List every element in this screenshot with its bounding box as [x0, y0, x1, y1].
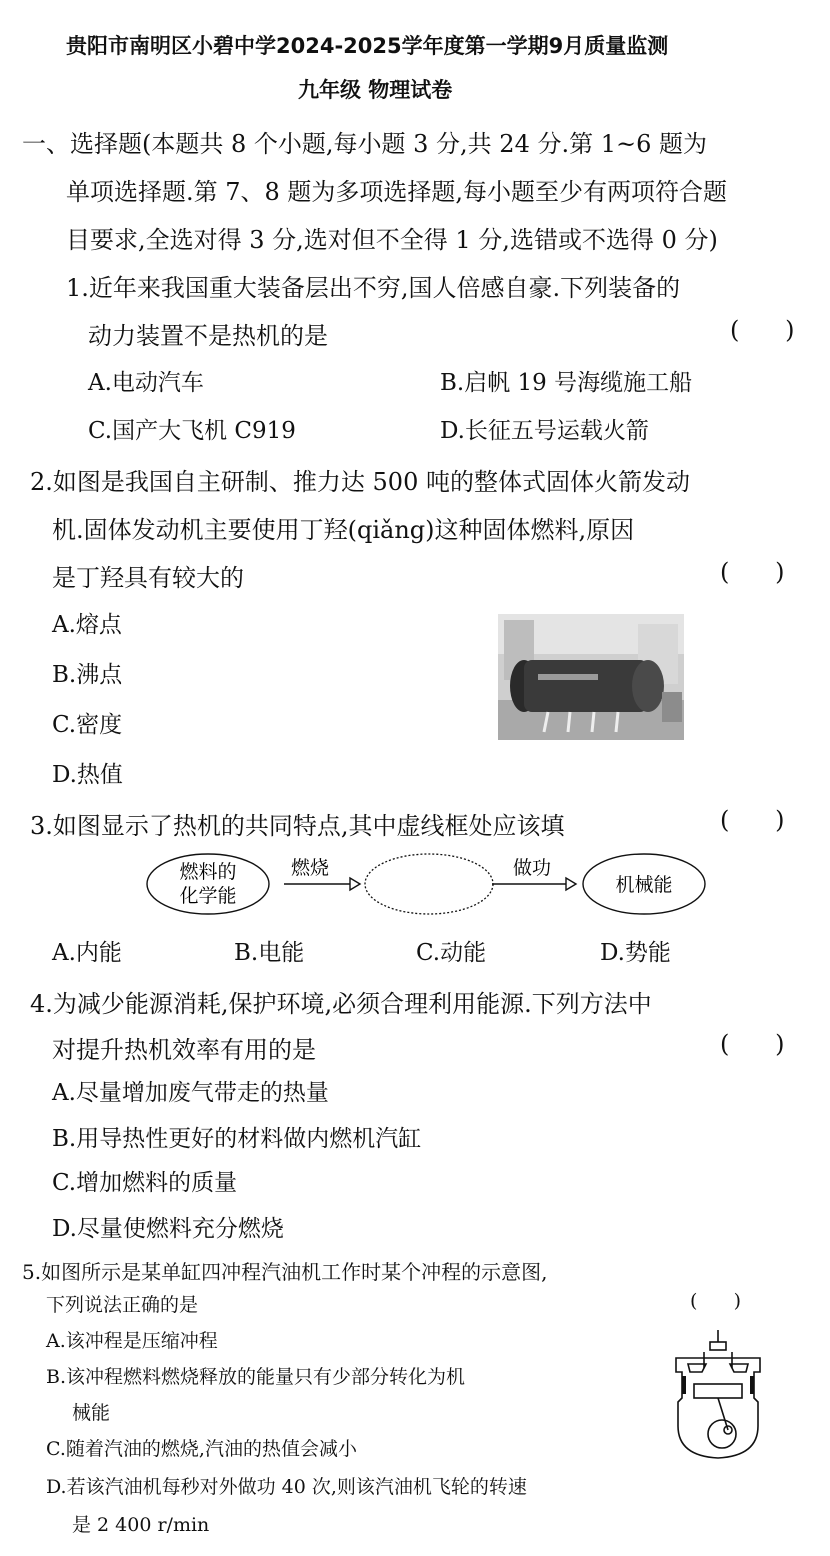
q5-stem-line1: 5.如图所示是某单缸四冲程汽油机工作时某个冲程的示意图, [22, 1260, 548, 1284]
q4-stem-line1: 4.为减少能源消耗,保护环境,必须合理利用能源.下列方法中 [30, 990, 652, 1018]
q3-option-d: D.势能 [600, 940, 671, 966]
q5-option-c: C.随着汽油的燃烧,汽油的热值会减小 [46, 1438, 357, 1460]
q5-option-d-line1: D.若该汽油机每秒对外做功 40 次,则该汽油机飞轮的转速 [46, 1476, 527, 1498]
q2-answer-paren: ( ) [720, 558, 785, 586]
q4-option-b: B.用导热性更好的材料做内燃机汽缸 [52, 1126, 422, 1152]
combustion-label: 燃烧 [290, 857, 330, 879]
q4-option-d: D.尽量使燃料充分燃烧 [52, 1216, 284, 1242]
q5-option-b-line2: 械能 [72, 1402, 111, 1424]
q3-stem: 3.如图显示了热机的共同特点,其中虚线框处应该填 [30, 812, 565, 840]
q1-stem-line2: 动力装置不是热机的是 [88, 322, 328, 350]
q1-option-d: D.长征五号运载火箭 [440, 418, 649, 444]
work-label: 做功 [512, 857, 552, 879]
q1-option-a: A.电动汽车 [88, 370, 204, 396]
rocket-engine-photo [498, 614, 684, 740]
q4-option-c: C.增加燃料的质量 [52, 1170, 238, 1196]
q1-answer-paren: ( ) [730, 316, 795, 344]
q4-answer-paren: ( ) [720, 1030, 785, 1058]
mechanical-energy-label: 机械能 [615, 874, 673, 896]
q3-option-a: A.内能 [52, 940, 122, 966]
q5-option-a: A.该冲程是压缩冲程 [46, 1330, 218, 1352]
q3-option-c: C.动能 [416, 940, 487, 966]
q4-stem-line2: 对提升热机效率有用的是 [52, 1036, 316, 1064]
q1-option-c: C.国产大飞机 C919 [88, 418, 296, 444]
heat-engine-diagram [146, 850, 710, 918]
q2-stem-line2: 机.固体发动机主要使用丁羟(qiǎng)这种固体燃料,原因 [52, 516, 635, 544]
q5-answer-paren: ( ) [690, 1290, 742, 1312]
blank-dashed-box [365, 854, 493, 914]
q3-option-b: B.电能 [234, 940, 305, 966]
exam-title: 贵阳市南明区小碧中学2024-2025学年度第一学期9月质量监测 [66, 34, 669, 58]
section-heading-line2: 单项选择题.第 7、8 题为多项选择题,每小题至少有两项符合题 [66, 178, 728, 206]
q2-stem-line1: 2.如图是我国自主研制、推力达 500 吨的整体式固体火箭发动 [30, 468, 690, 496]
q1-stem-line1: 1.近年来我国重大装备层出不穷,国人倍感自豪.下列装备的 [66, 274, 681, 302]
q5-option-b-line1: B.该冲程燃料燃烧释放的能量只有少部分转化为机 [46, 1366, 466, 1388]
q4-option-a: A.尽量增加废气带走的热量 [52, 1080, 329, 1106]
q2-option-a: A.熔点 [52, 612, 122, 638]
q1-option-b: B.启帆 19 号海缆施工船 [440, 370, 693, 396]
q5-option-d-line2: 是 2 400 r/min [72, 1514, 210, 1536]
q2-option-b: B.沸点 [52, 662, 123, 688]
q5-stem-line2: 下列说法正确的是 [46, 1294, 199, 1316]
section-heading-line3: 目要求,全选对得 3 分,选对但不全得 1 分,选错或不选得 0 分) [66, 226, 718, 254]
section-heading-line1: 一、选择题(本题共 8 个小题,每小题 3 分,共 24 分.第 1~6 题为 [22, 130, 708, 158]
chemical-energy-label-1: 燃料的 [179, 861, 237, 883]
q2-option-d: D.热值 [52, 762, 123, 788]
q2-option-c: C.密度 [52, 712, 123, 738]
engine-cylinder-diagram [662, 1328, 774, 1462]
exam-subtitle: 九年级 物理试卷 [298, 78, 453, 102]
q3-answer-paren: ( ) [720, 806, 785, 834]
chemical-energy-label-2: 化学能 [179, 885, 237, 907]
q2-stem-line3: 是丁羟具有较大的 [52, 564, 244, 592]
